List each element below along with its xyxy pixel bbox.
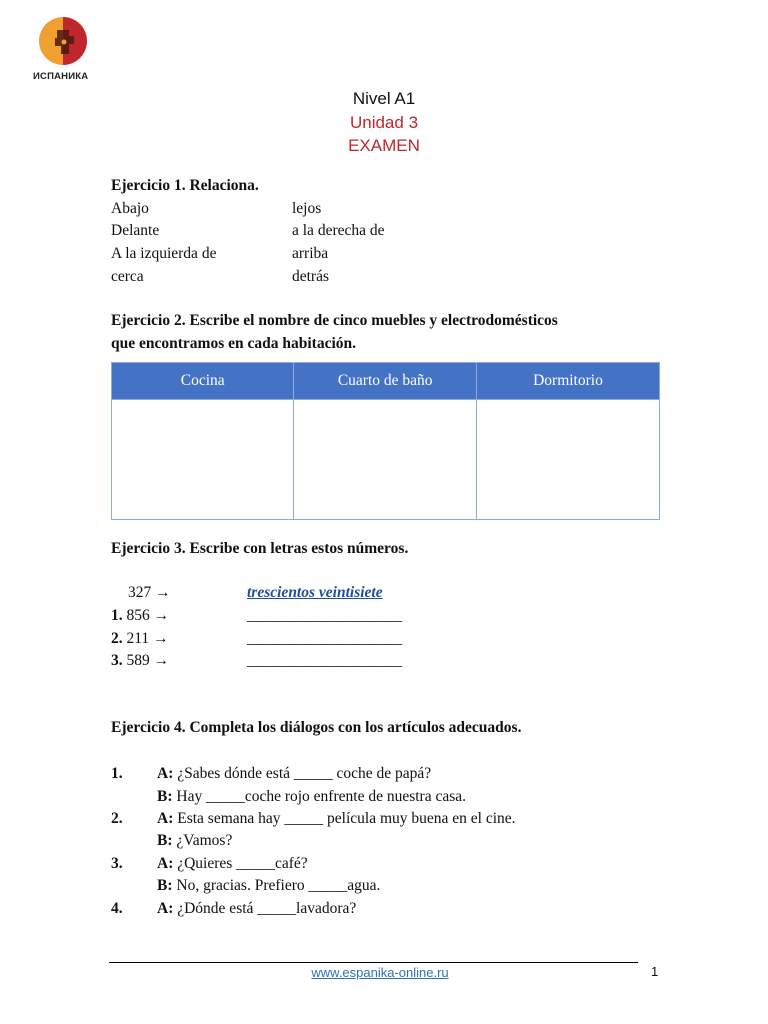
ex1-right-2: a la derecha de [292,222,385,239]
dialog-text: Hay _____coche rojo enfrente de nuestra casa. [172,788,467,805]
dialog-line [157,900,356,918]
dialog-text: ¿Sabes dónde está _____ coche de papá? [173,765,432,782]
column-header-cuarto-de-bano: Cuarto de baño [294,363,476,400]
arrow-icon: → [155,584,171,601]
ex1-left-1: Abajo [111,200,149,217]
dialog-line [157,810,516,828]
ex3-answer-blank-3[interactable]: ____________________ [247,652,402,669]
exercise-4-heading: Ejercicio 4. Completa los diálogos con los artículos adecuados. [111,719,522,736]
ex1-right-1: lejos [292,200,322,217]
ex3-item-index: 1. [111,607,123,624]
dialog-text: No, gracias. Prefiero _____agua. [172,877,381,894]
rooms-table [111,362,660,520]
ex3-item-2 [111,630,169,648]
ex3-item-index: 2. [111,630,123,647]
speaker-label: A: [157,900,174,917]
speaker-label: A: [157,855,174,872]
ex3-item-1 [111,607,169,625]
dialog-number: 2. [111,810,123,827]
speaker-label: B: [157,832,173,849]
dialog-text: ¿Dónde está _____lavadora? [173,900,357,917]
logo [33,16,96,82]
rooms-table-header [112,363,660,400]
speaker-label: B: [157,877,173,894]
column-header-dormitorio: Dormitorio [476,363,659,400]
ex1-left-2: Delante [111,222,160,239]
ex3-answer-blank-2[interactable]: ____________________ [247,630,402,647]
ex3-answer-blank-1[interactable]: ____________________ [247,607,402,624]
exercise-2-heading-line1: Ejercicio 2. Escribe el nombre de cinco muebles y electrodomésticos [111,312,558,329]
speaker-label: A: [157,765,174,782]
exercise-3-heading: Ejercicio 3. Escribe con letras estos números. [111,540,409,557]
ex1-left-3: A la izquierda de [111,245,217,262]
ex3-item-number: 589 [126,652,150,669]
logo-text: ИСПАНИКА [33,71,89,82]
dormitorio-answer-cell[interactable] [476,400,659,520]
logo-emblem-icon [36,16,96,66]
arrow-icon: → [153,607,170,624]
ex3-item-number: 211 [126,630,150,647]
speaker-label: B: [157,788,173,805]
dialog-number: 4. [111,900,123,917]
dialog-text: Esta semana hay _____ película muy buena en el cine. [173,810,516,827]
footer-website-link[interactable]: www.espanika-online.ru [311,965,449,980]
ex3-item-3 [111,652,169,670]
ex1-right-3: arriba [292,245,329,262]
arrow-icon: → [153,630,169,647]
dialog-number: 1. [111,765,123,782]
dialog-line [157,765,431,783]
dialog-text: ¿Vamos? [172,832,233,849]
speaker-label: A: [157,810,174,827]
cuarto-de-bano-answer-cell[interactable] [294,400,476,520]
unit-title: Unidad 3 [349,113,419,132]
ex3-item-index: 3. [111,652,123,669]
column-header-cocina: Cocina [112,363,294,400]
dialog-number: 3. [111,855,123,872]
ex1-left-4: cerca [111,268,144,285]
cocina-answer-cell[interactable] [112,400,294,520]
dialog-text: ¿Quieres _____café? [173,855,308,872]
ex1-right-4: detrás [292,268,330,285]
arrow-icon: → [153,652,170,669]
exam-title: EXAMEN [348,136,420,155]
ex3-example-number: 327 [128,584,152,601]
page-number: 1 [651,964,659,979]
ex3-example-answer: trescientos veintisiete [247,584,383,601]
rooms-table-row [112,400,660,520]
ex3-example-row [128,584,171,602]
level-title: Nivel A1 [352,89,416,108]
exercise-1-heading: Ejercicio 1. Relaciona. [111,177,259,194]
ex3-item-number: 856 [126,607,150,624]
dialog-line [157,788,466,806]
footer-divider [109,962,638,963]
exercise-2-heading-line2: que encontramos en cada habitación. [111,335,356,352]
dialog-line [157,855,308,873]
dialog-line [157,877,380,895]
dialog-line [157,832,232,850]
